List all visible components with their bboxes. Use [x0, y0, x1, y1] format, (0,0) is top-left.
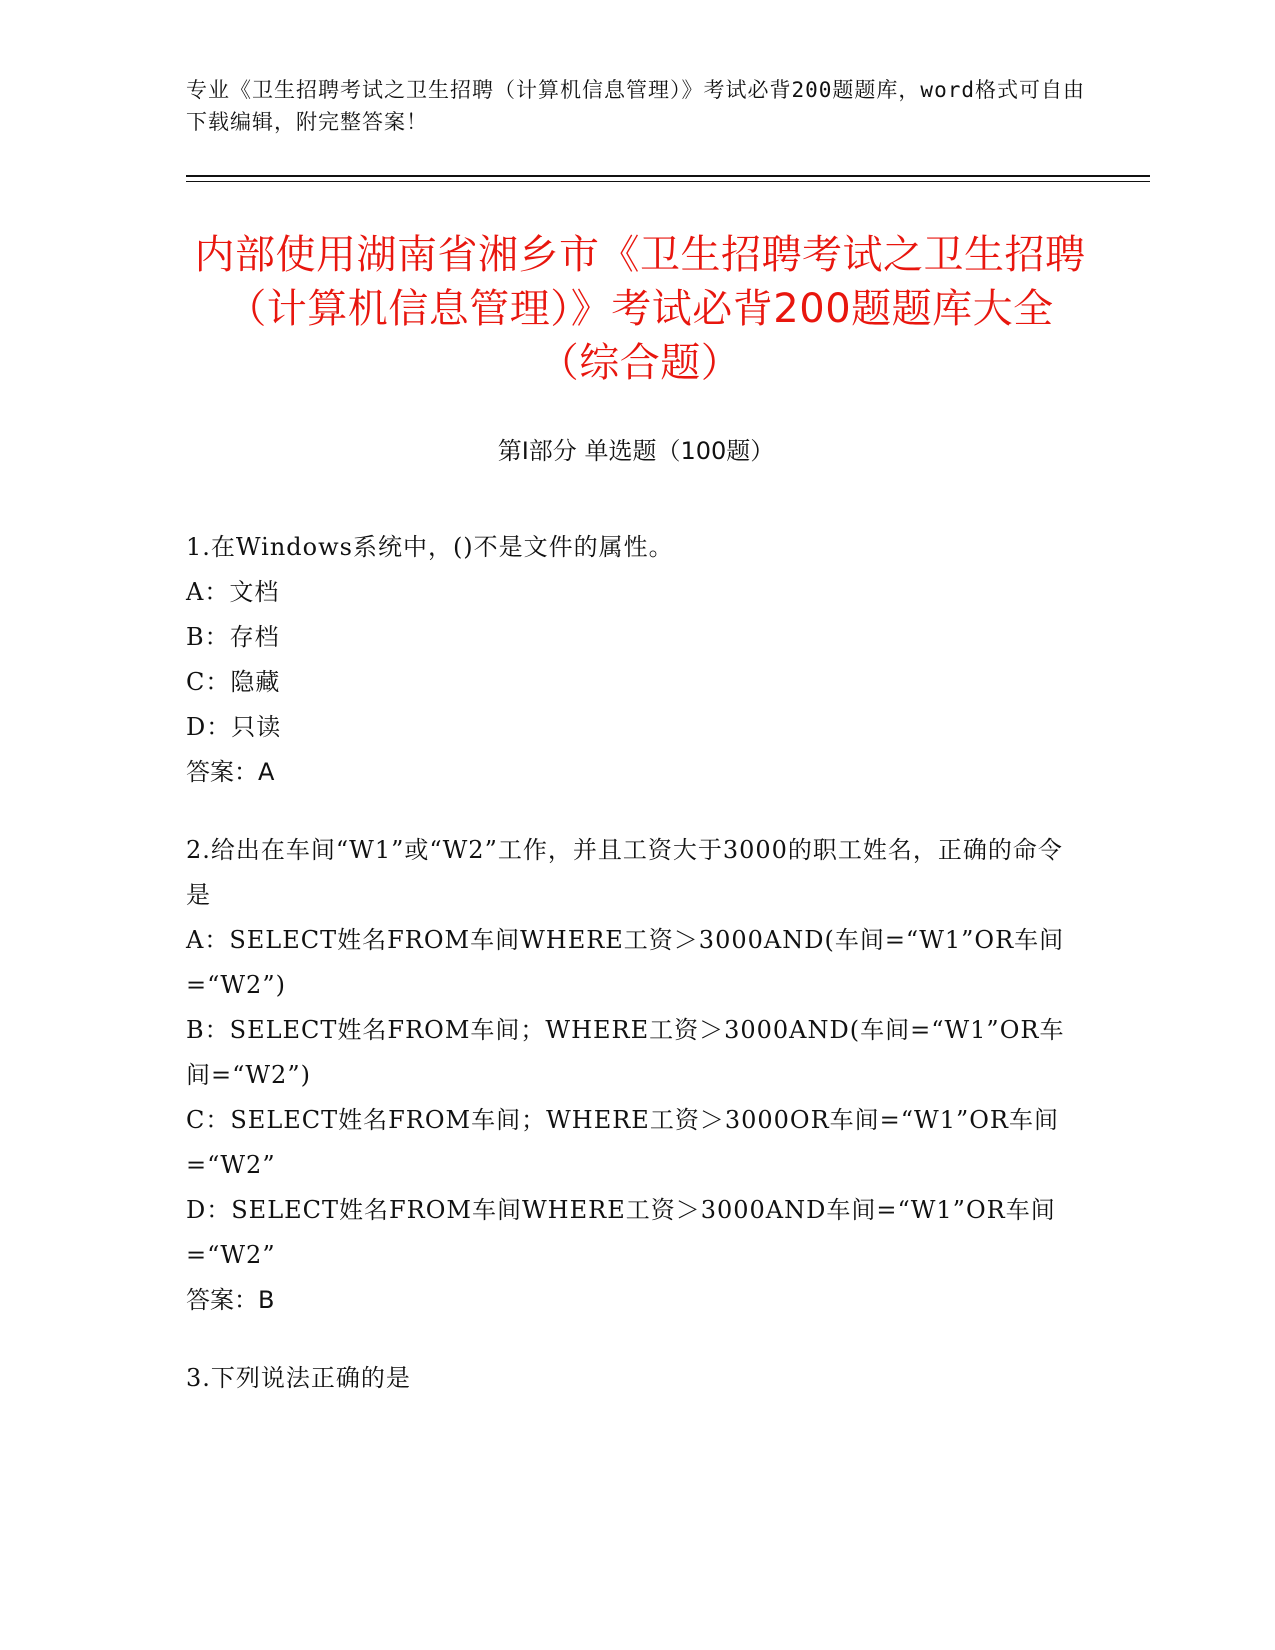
option-a: A：SELECT姓名FROM车间WHERE工资＞3000AND(车间=“W1”OR车间=“W2”): [186, 926, 1065, 999]
answer-label: 答案：B: [186, 1286, 275, 1314]
section-title: 第Ⅰ部分 单选题（100题）: [497, 437, 775, 465]
option-b: B：SELECT姓名FROM车间；WHERE工资＞3000AND(车间=“W1”OR车间=“W2”): [186, 1016, 1065, 1089]
question-stem: 3.下列说法正确的是: [186, 1364, 411, 1392]
question-list: [186, 525, 1086, 1434]
document-title: 内部使用湖南省湘乡市《卫生招聘考试之卫生招聘（计算机信息管理）》考试必背200题题库大全（综合题）: [194, 232, 1086, 386]
option-a: A：文档: [186, 578, 280, 606]
header-divider-thick: [186, 175, 1150, 177]
option-c: C：SELECT姓名FROM车间；WHERE工资＞3000OR车间=“W1”OR车间=“W2”: [186, 1106, 1059, 1179]
question-stem: 2.给出在车间“W1”或“W2”工作，并且工资大于3000的职工姓名，正确的命令是: [186, 836, 1063, 909]
option-d: D：只读: [186, 713, 282, 741]
question-1: [186, 525, 1086, 795]
option-d: D：SELECT姓名FROM车间WHERE工资＞3000AND车间=“W1”OR车间=“W2”: [186, 1196, 1056, 1269]
question-2: [186, 828, 1086, 1323]
option-c: C：隐藏: [186, 668, 281, 696]
question-3: [186, 1356, 1086, 1401]
answer-label: 答案：A: [186, 758, 275, 786]
header-divider-thin: [186, 181, 1150, 182]
option-b: B：存档: [186, 623, 280, 651]
question-stem: 1.在Windows系统中，()不是文件的属性。: [186, 533, 674, 561]
header-note: 专业《卫生招聘考试之卫生招聘（计算机信息管理）》考试必背200题题库，word格式可自由下载编辑，附完整答案！: [186, 78, 1085, 134]
